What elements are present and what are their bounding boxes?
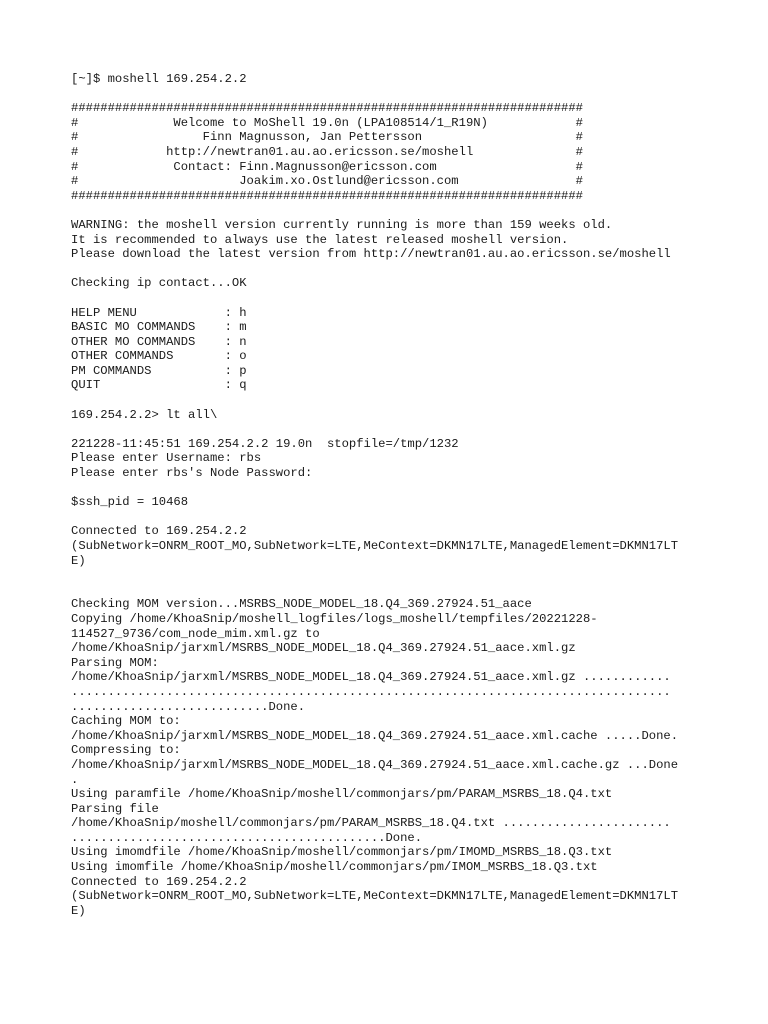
log-line: . bbox=[71, 772, 79, 787]
log-line: Using imomfile /home/KhoaSnip/moshell/commonjars/pm/IMOM_MSRBS_18.Q3.txt bbox=[71, 860, 598, 875]
log-line: ...........................................Done. bbox=[71, 830, 423, 845]
banner-line: # Joakim.xo.Ostlund@ericsson.com # bbox=[71, 174, 583, 189]
command-menu bbox=[71, 306, 731, 394]
log-line: Parsing MOM: bbox=[71, 655, 159, 670]
log-line: /home/KhoaSnip/jarxml/MSRBS_NODE_MODEL_18.Q4_369.27924.51_aace.xml.gz bbox=[71, 641, 576, 656]
moshell-banner bbox=[71, 101, 731, 203]
log-line: (SubNetwork=ONRM_ROOT_MO,SubNetwork=LTE,MeContext=DKMN17LTE,ManagedElement=DKMN17LT bbox=[71, 889, 679, 904]
warning-line: It is recommended to always use the latest released moshell version. bbox=[71, 232, 569, 247]
log-line: ...........................Done. bbox=[71, 699, 306, 714]
terminal-output bbox=[71, 72, 731, 918]
log-line: Using paramfile /home/KhoaSnip/moshell/commonjars/pm/PARAM_MSRBS_18.Q4.txt bbox=[71, 787, 613, 802]
banner-line: ###################################################################### bbox=[71, 188, 583, 203]
log-line: Copying /home/KhoaSnip/moshell_logfiles/logs_moshell/tempfiles/20221228- bbox=[71, 611, 598, 626]
node-prompt-command: 169.254.2.2> lt all\ bbox=[71, 407, 218, 422]
log-line: Connected to 169.254.2.2 bbox=[71, 874, 247, 889]
log-line: Using imomdfile /home/KhoaSnip/moshell/commonjars/pm/IMOMD_MSRBS_18.Q3.txt bbox=[71, 845, 613, 860]
log-line: /home/KhoaSnip/moshell/commonjars/pm/PARAM_MSRBS_18.Q4.txt ....................... bbox=[71, 816, 671, 831]
password-prompt: Please enter rbs's Node Password: bbox=[71, 466, 313, 481]
version-warning bbox=[71, 218, 731, 262]
banner-line: # Contact: Finn.Magnusson@ericsson.com # bbox=[71, 159, 583, 174]
log-line: E) bbox=[71, 903, 86, 918]
log-line: Checking MOM version...MSRBS_NODE_MODEL_18.Q4_369.27924.51_aace bbox=[71, 597, 532, 612]
menu-item-pm: PM COMMANDS : p bbox=[71, 363, 247, 378]
menu-item-other-commands: OTHER COMMANDS : o bbox=[71, 349, 247, 364]
log-line: /home/KhoaSnip/jarxml/MSRBS_NODE_MODEL_18.Q4_369.27924.51_aace.xml.cache .....Done. bbox=[71, 728, 679, 743]
menu-item-other-mo: OTHER MO COMMANDS : n bbox=[71, 334, 247, 349]
managed-element-path: (SubNetwork=ONRM_ROOT_MO,SubNetwork=LTE,MeContext=DKMN17LTE,ManagedElement=DKMN17LT bbox=[71, 539, 679, 553]
menu-item-quit: QUIT : q bbox=[71, 378, 247, 393]
shell-prompt-command: [~]$ moshell 169.254.2.2 bbox=[71, 72, 247, 86]
menu-item-basic-mo: BASIC MO COMMANDS : m bbox=[71, 320, 247, 335]
log-line: 114527_9736/com_node_mim.xml.gz to bbox=[71, 626, 320, 641]
banner-line: # Welcome to MoShell 19.0n (LPA108514/1_R19N) # bbox=[71, 115, 583, 130]
log-line: /home/KhoaSnip/jarxml/MSRBS_NODE_MODEL_18.Q4_369.27924.51_aace.xml.cache.gz ...Done bbox=[71, 757, 679, 772]
log-line: Caching MOM to: bbox=[71, 714, 181, 729]
managed-element-path-cont: E) bbox=[71, 553, 86, 568]
banner-line: # http://newtran01.au.ao.ericsson.se/moshell # bbox=[71, 144, 583, 159]
log-line: /home/KhoaSnip/jarxml/MSRBS_NODE_MODEL_18.Q4_369.27924.51_aace.xml.gz ............ bbox=[71, 670, 671, 685]
connected-line: Connected to 169.254.2.2 bbox=[71, 524, 247, 539]
ssh-pid: $ssh_pid = 10468 bbox=[71, 495, 189, 510]
log-line: Parsing file bbox=[71, 801, 159, 816]
login-session bbox=[71, 437, 731, 481]
menu-item-help: HELP MENU : h bbox=[71, 305, 247, 320]
session-info: 221228-11:45:51 169.254.2.2 19.0n stopfile=/tmp/1232 bbox=[71, 436, 459, 451]
banner-line: # Finn Magnusson, Jan Pettersson # bbox=[71, 130, 583, 145]
banner-line: ###################################################################### bbox=[71, 101, 583, 116]
username-prompt: Please enter Username: rbs bbox=[71, 451, 262, 466]
ip-contact-status: Checking ip contact...OK bbox=[71, 276, 247, 291]
log-line: Compressing to: bbox=[71, 743, 181, 758]
warning-line: Please download the latest version from http://newtran01.au.ao.ericsson.se/moshell bbox=[71, 247, 671, 262]
mom-loading-log bbox=[71, 597, 731, 918]
log-line: .................................................................................. bbox=[71, 684, 671, 699]
warning-line: WARNING: the moshell version currently running is more than 159 weeks old. bbox=[71, 217, 613, 232]
connection-info bbox=[71, 524, 731, 568]
